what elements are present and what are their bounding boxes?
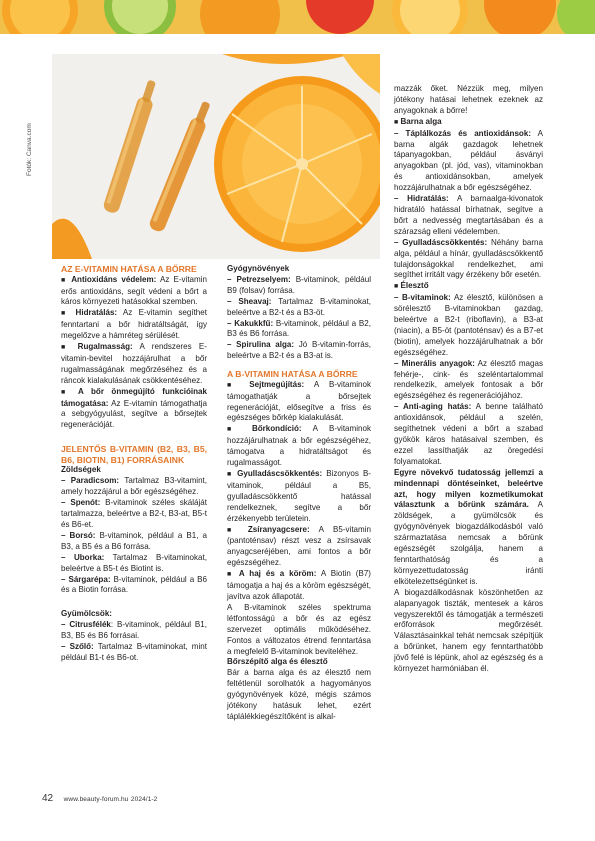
list-item: – Paradicsom: Tartalmaz B3-vitamint, amely hozzájárul a bőr egészségéhez. (61, 476, 208, 497)
paragraph: ■ Bőrkondíció: A B-vitaminok hozzájárulhatnak a bőr egészségéhez, támogatva a hidratáltságot és rugalmasságot. (227, 424, 371, 468)
paragraph: mazzák őket. Nézzük meg, milyen jótékony hatásai lehetnek ezeknek az anyagoknak a bőrre! (394, 84, 543, 115)
subheading-eleszto: ■ Élesztő (394, 281, 429, 291)
photo-credit: Fotók: Canva.com (26, 123, 33, 176)
subheading-zoldsegek: Zöldségek (61, 465, 101, 475)
subheading-alga-eleszto: Bőrszépítő alga és élesztő (227, 657, 328, 667)
subheading-gyogynovenyek: Gyógynövények (227, 264, 290, 273)
paragraph: A biogazdálkodásnak köszönhetően az alapanyagok tiszták, mentesek a káros vegyszerektől és támogatják a természeti erőforrások megőrzését. Választásainkkal tehát nemcsak szépítjük a bőrünket, hanem egy fenntarthatóbb jövő felé is lépünk, ahol az egészség és a környezet harmóniában él. (394, 587, 543, 674)
list-item: – Sárgarépa: B-vitaminok, például a B6 és a Biotin forrása. (61, 574, 207, 595)
paragraph: ■ Hidratálás: Az E-vitamin segíthet fenntartani a bőr hidratáltságát, így megelőzve a hámréteg sérülését. (61, 308, 207, 341)
fruit-image (0, 0, 595, 34)
top-fruit-strip (0, 0, 595, 34)
list-item: – Gyulladáscsökkentés: Néhány barna alga, például a hínár, gyulladáscsökkentő tulajdonságokkal rendelkezhet, ami segíthet irritált vagy érzékeny bőr esetén. (394, 237, 543, 280)
paragraph: ■ Sejtmegújítás: A B-vitaminok támogathatják a bőrsejtek regenerációját, elősegítve a friss és egészséges bőrkép kialakulását. (227, 379, 371, 423)
list-item: – Minerális anyagok: Az élesztő magas fehérje-, cink- és szeléntartalommal rendelkezik, amelyek fontosak a bőr egészségéhez és regenerációjához. (394, 358, 543, 401)
paragraph: ■ Gyulladáscsökkentés: Bizonyos B-vitaminok, például a B5, gyulladáscsökkentő hatással rendelkeznek, segítve a bőr érzékenyebb területein. (227, 469, 371, 523)
list-item: – Uborka: Tartalmaz B-vitaminokat, beleértve a B5-t és Biotint is. (61, 552, 208, 573)
heading-e-vitamin: AZ E-VITAMIN HATÁSA A BŐRRE (61, 264, 197, 274)
ampoules-orange-image (52, 54, 380, 259)
vitamin-photo (52, 54, 380, 259)
subheading-gyumolcsok: Gyümölcsök: (61, 609, 112, 619)
list-item: – Anti-aging hatás: A benne található antioxidánsok, például a szelén, segíthetnek védeni a bőrt a szabad gyökök káros hatásaival szemben, és ezzel lassíthatják az öregedési folyamatokat. (394, 402, 543, 466)
list-item: – Hidratálás: A barnaalga-kivonatok hidratáló hatással bírhatnak, segítve a bőrt a nedvesség megtartásában és a szárazság elleni védelemben. (394, 194, 543, 236)
page-number: 42 (42, 793, 54, 804)
paragraph: Bár a barna alga és az élesztő nem feltétlenül sorolhatók a hagyományos gyógynövények közé, mégis számos jótékony hatásuk lehet, ezért táplálékkiegészítőként is alkal- (227, 668, 371, 721)
column-1 (61, 264, 207, 664)
list-item: – Táplálkozás és antioxidánsok: A barna algák gazdagok lehetnek tápanyagokban, például ásványi anyagokban (pl. jód, vas), vitaminokban és antioxidánsokban, amelyek hozzájárulhatnak a bőr egészségéhez. (394, 128, 543, 193)
paragraph: ■ Antioxidáns védelem: Az E-vitamin erős antioxidáns, segít védeni a bőrt a káros környezeti hatásokkal szemben. (61, 274, 207, 307)
column-2 (227, 264, 371, 723)
page-footer (42, 793, 157, 804)
footer-issue: 2024/1-2 (130, 796, 158, 803)
list-item: – Citrusfélék: B-vitaminok, például B1, B3, B5 és B6 forrásai. (61, 620, 207, 641)
heading-b-vitamin-sources: JELENTŐS B-VITAMIN (B2, B3, B5, B6, BIOTIN, B1) FORRÁSAINK (61, 444, 207, 465)
list-item: – Sheavaj: Tartalmaz B-vitaminokat, beleértve a B2-t és a B3-öt. (227, 296, 372, 317)
list-item: – Kakukkfű: B-vitaminok, például a B2, B3 és B6 forrása. (227, 318, 371, 339)
paragraph: A B-vitaminok széles spektruma létfontosságú a bőr és az egész szervezet optimális működéséhez. Fontos a változatos étrend fenntartása a megfelelő B-vitaminok beviteléhez. (227, 602, 371, 656)
list-item: – Borsó: B-vitaminok, például a B1, a B3, a B5 és a B6 forrása. (61, 530, 207, 551)
paragraph: ■ Rugalmasság: A rendszeres E-vitamin-bevitel hozzájárulhat a bőr rugalmasságának megőrzéséhez és a ráncok kialakulásának csökkentéséhez. (61, 342, 207, 385)
list-item: – Spenót: B-vitaminok széles skáláját tartalmazza, beleértve a B2-t, B3-at, B5-t és B6-et. (61, 498, 207, 529)
heading-b-vitamin-effect: A B-VITAMIN HATÁSA A BŐRRE (227, 369, 358, 380)
paragraph: Egyre növekvő tudatosság jellemzi a mindennapi döntéseinket, beleértve azt, hogy milyen kozmetikumokat választunk a bőrünk számára. A zöldségek, a gyümölcsök és gyógynövények biogazdálkodásból való származtatása nemcsak a bőrünk egészségét szolgálja, hanem a fenntarthatóság és a környezettudatosság iránti elkötelezettségünket is. (394, 467, 543, 586)
paragraph: ■ A bőr önmegújító funkcióinak támogatása: Az E-vitamin támogathatja a sebgyógyulást, segítve a bőrsejtek regenerációját. (61, 386, 207, 430)
paragraph: ■ A haj és a köröm: A Biotin (B7) támogatja a haj és a köröm egészségét, javítva azok állapotát. (227, 569, 371, 601)
subheading-barna-alga: ■ Barna alga (394, 116, 442, 126)
list-item: – B-vitaminok: Az élesztő, különösen a sörélesztő B-vitaminokban gazdag, beleértve a B2-t (riboflavin), a B3-at (niacin), a B5-öt (pantoténsav) és a B7-et (biotin), amelyek hozzájárulhatnak a bőr egészségéhez. (394, 293, 543, 357)
list-item: – Petrezselyem: B-vitaminok, például B9 (folsav) forrása. (227, 274, 371, 295)
column-3 (394, 84, 543, 675)
footer-url: www.beauty-forum.hu (63, 796, 129, 803)
paragraph: ■ Zsíranyagcsere: A B5-vitamin (pantoténsav) részt vesz a zsírsavak anyagcseréjében, ami fontos a bőr egészségéhez. (227, 524, 371, 568)
list-item: – Szőlő: Tartalmaz B-vitaminokat, mint például B1-t és B6-ot. (61, 642, 207, 662)
list-item: – Spirulina alga: Jó B-vitamin-forrás, beleértve a B2-t és a B3-at is. (227, 340, 371, 361)
